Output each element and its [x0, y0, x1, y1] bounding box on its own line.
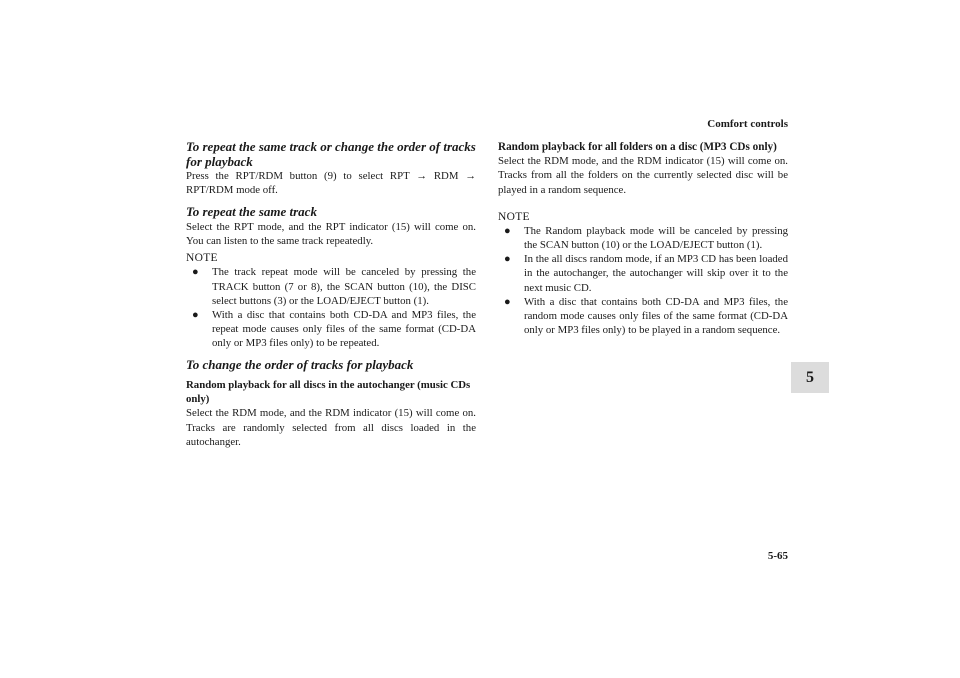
- list-item: [186, 308, 476, 351]
- heading-random-all-discs: Random playback for all discs in the autochanger (music CDs only): [186, 379, 471, 406]
- heading-repeat-same-track: To repeat the same track: [186, 204, 317, 220]
- paragraph-rdm-all-discs: Select the RDM mode, and the RDM indicator (15) will come on. Tracks are randomly selected from all discs loaded in the autochanger.: [186, 407, 476, 448]
- note-list: [498, 224, 788, 338]
- chapter-tab-number: 5: [806, 369, 814, 386]
- bullet-icon: ●: [504, 224, 511, 237]
- note-text: The track repeat mode will be canceled by pressing the TRACK button (7 or 8), the SCAN button (10), the DISC select buttons (3) or the LOAD/EJECT button (1).: [212, 266, 476, 307]
- paragraph-rpt-mode: Select the RPT mode, and the RPT indicator (15) will come on. You can listen to the same track repeatedly.: [186, 220, 476, 248]
- paragraph-rdm-all-folders: Select the RDM mode, and the RDM indicator (15) will come on. Tracks from all the folders on the currently selected disc will be played in a random sequence.: [498, 155, 788, 196]
- list-item: [498, 295, 788, 338]
- list-item: [186, 265, 476, 308]
- heading-random-all-folders: Random playback for all folders on a disc (MP3 CDs only): [498, 141, 777, 153]
- list-item: [498, 252, 788, 295]
- bullet-icon: ●: [192, 266, 199, 279]
- bullet-icon: ●: [504, 295, 511, 308]
- note-text: In the all discs random mode, if an MP3 CD has been loaded in the autochanger, the autochanger will skip over it to the next music CD.: [524, 253, 788, 294]
- section-title: Comfort controls: [707, 118, 788, 130]
- heading-repeat-or-order-line2: for playback: [186, 153, 253, 169]
- bullet-icon: ●: [192, 308, 199, 321]
- note-label: NOTE: [498, 210, 530, 223]
- left-column: [186, 140, 476, 449]
- page-number: 5-65: [767, 550, 788, 562]
- note-text: With a disc that contains both CD-DA and MP3 files, the random mode causes only files of the same format (CD-DA only or MP3 files only) to be played in a random sequence.: [524, 295, 788, 337]
- paragraph-select-mode: Press the RPT/RDM button (9) to select RPT → RDM → RPT/RDM mode off.: [186, 170, 476, 197]
- note-list: [186, 265, 476, 350]
- right-column: [498, 140, 788, 337]
- heading-repeat-or-order: [186, 140, 476, 169]
- heading-repeat-or-order-line1: To repeat the same track or change the order of tracks: [186, 139, 476, 154]
- note-label: NOTE: [186, 252, 218, 265]
- note-text: The Random playback mode will be canceled by pressing the SCAN button (10) or the LOAD/EJECT button (1).: [524, 224, 788, 252]
- note-text: With a disc that contains both CD-DA and MP3 files, the repeat mode causes only files of the same format (CD-DA only or MP3 files only) to be repeated.: [212, 308, 476, 350]
- list-item: [498, 224, 788, 252]
- chapter-tab: [791, 362, 829, 393]
- bullet-icon: ●: [504, 253, 511, 266]
- heading-change-order: To change the order of tracks for playback: [186, 356, 414, 372]
